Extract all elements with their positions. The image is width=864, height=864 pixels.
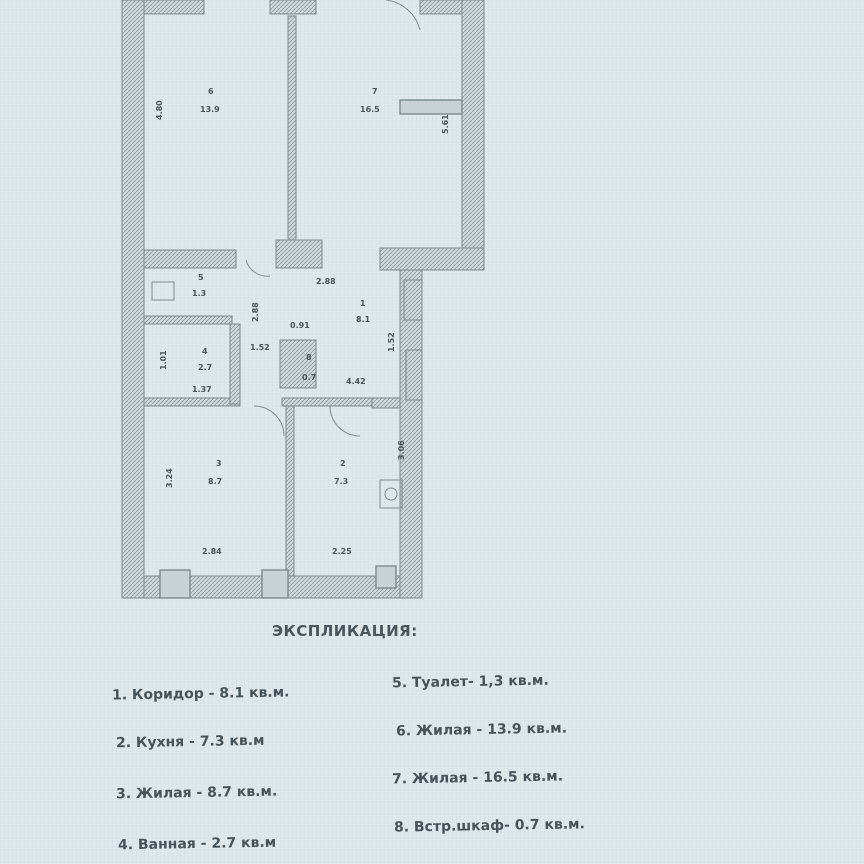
explication-item: 6. Жилая - 13.9 кв.м. (395, 720, 568, 740)
explication-item: 2. Кухня - 7.3 кв.м (115, 732, 265, 752)
dimension-label: 2.88 (251, 302, 260, 322)
explication-item: 8. Встр.шкаф- 0.7 кв.м. (393, 816, 586, 836)
dimension-label: 2.25 (332, 547, 352, 556)
explication-title: ЭКСПЛИКАЦИЯ: (272, 622, 418, 640)
room-area: 13.9 (200, 105, 220, 114)
outer-walls (122, 0, 484, 598)
dimension-label: 3.06 (397, 440, 406, 460)
explication-item: 5. Туалет- 1,3 кв.м. (391, 672, 549, 692)
room-area: 7.3 (334, 477, 349, 486)
top-wall-segments (144, 0, 462, 14)
room-area: 8.7 (208, 477, 223, 486)
dimension-label: 1.52 (387, 332, 396, 352)
room-area: 2.7 (198, 363, 213, 372)
explication-item: 7. Жилая - 16.5 кв.м. (391, 768, 564, 788)
dimension-label: 5.61 (441, 114, 450, 134)
dimension-label: 2.88 (316, 277, 336, 286)
room-area: 1.3 (192, 289, 207, 298)
room-number: 8 (306, 353, 312, 362)
explication-item: 1. Коридор - 8.1 кв.м. (111, 684, 290, 704)
dimension-label: 4.80 (155, 100, 164, 120)
room-number: 2 (340, 459, 346, 468)
room-number: 7 (372, 87, 378, 96)
dimension-label: 1.52 (250, 343, 270, 352)
room-number: 4 (202, 347, 208, 356)
room-number: 3 (216, 459, 222, 468)
room-number: 1 (360, 299, 366, 308)
explication-item: 4. Ванная - 2.7 кв.м (117, 834, 277, 854)
dimension-label: 1.01 (159, 350, 168, 370)
explication-item: 3. Жилая - 8.7 кв.м. (115, 783, 278, 803)
room-number: 6 (208, 87, 214, 96)
dimension-label: 2.84 (202, 547, 222, 556)
room-area: 8.1 (356, 315, 371, 324)
room-area: 16.5 (360, 105, 380, 114)
room-number: 5 (198, 273, 204, 282)
dimension-label: 0.91 (290, 321, 310, 330)
dimension-label: 3.24 (165, 468, 174, 488)
dimension-label: 1.37 (192, 385, 212, 394)
room-area: 0.7 (302, 373, 317, 382)
dimension-label: 4.42 (346, 377, 366, 386)
